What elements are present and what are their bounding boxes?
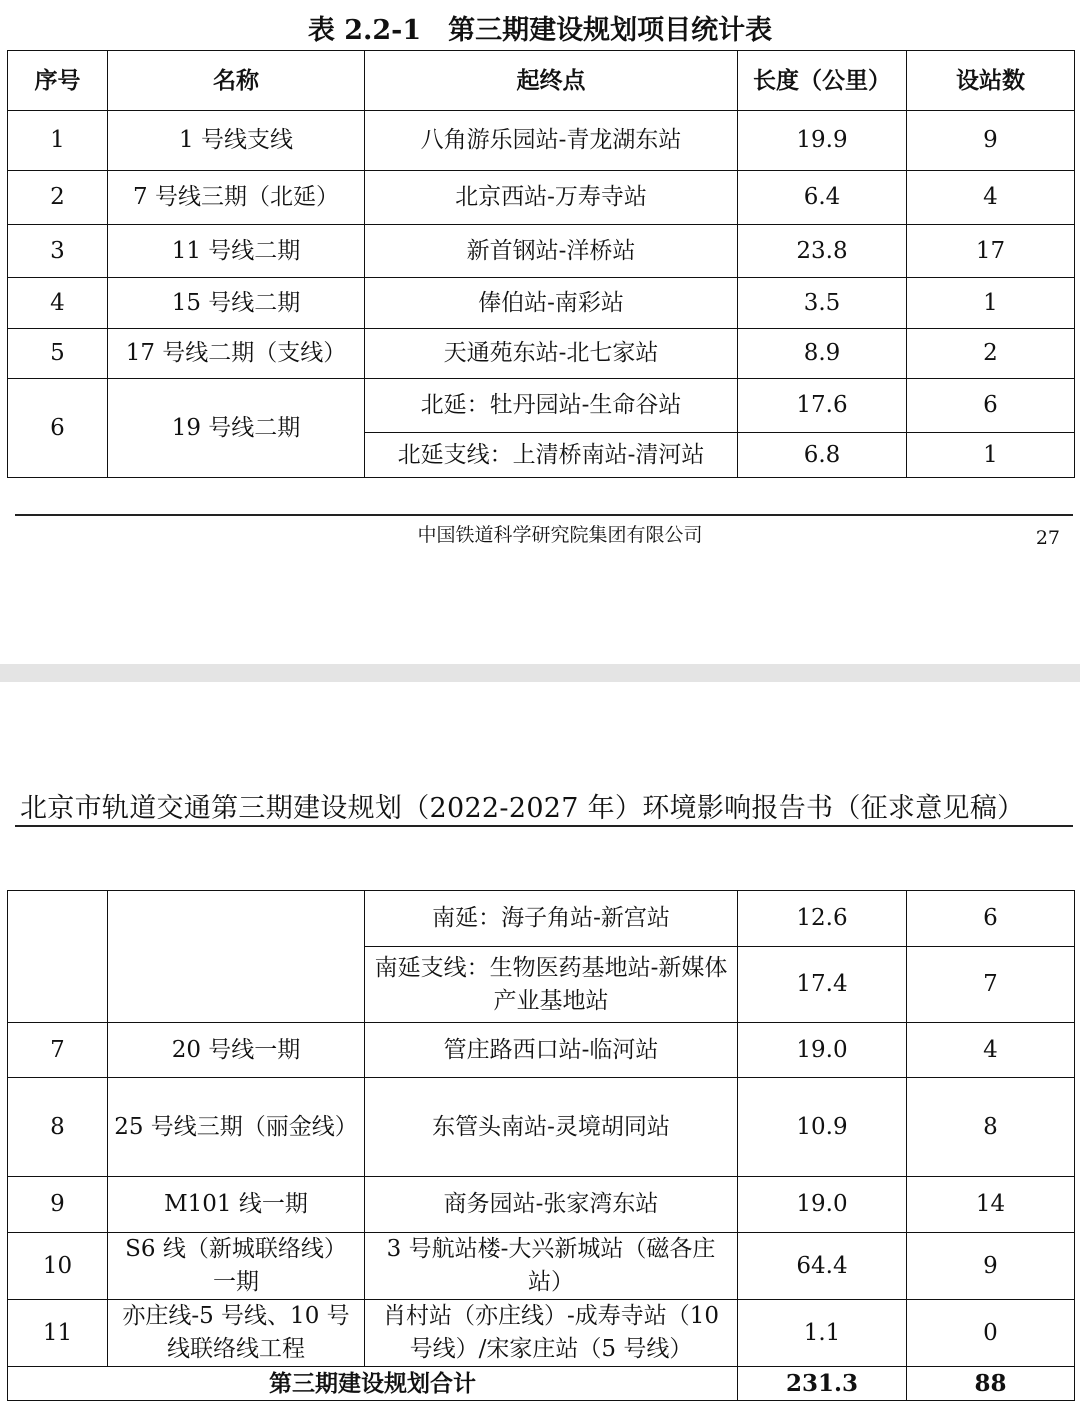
table-row [8,278,1075,329]
route: 东管头南站-灵境胡同站 [365,1078,738,1177]
line-name: 亦庄线-5 号线、10 号线联络线工程 [108,1300,365,1367]
station-count: 14 [907,1177,1075,1233]
station-count: 1 [907,433,1075,478]
line-name: M101 线一期 [108,1177,365,1233]
station-count: 0 [907,1300,1075,1367]
route: 新首钢站-洋桥站 [365,225,738,278]
line-name [108,891,365,1023]
line-name: 15 号线二期 [108,278,365,329]
route: 俸伯站-南彩站 [365,278,738,329]
line-name: 17 号线二期（支线） [108,329,365,379]
row-number: 2 [8,171,108,225]
column-header: 设站数 [907,51,1075,111]
station-count: 9 [907,111,1075,171]
table-row [8,1177,1075,1233]
station-count: 8 [907,1078,1075,1177]
row-number: 7 [8,1023,108,1078]
total-row [8,1367,1075,1401]
length-km: 12.6 [738,891,907,947]
length-km: 3.5 [738,278,907,329]
page-27 [0,0,1080,664]
route: 3 号航站楼-大兴新城站（磁各庄站） [365,1233,738,1300]
length-km: 6.8 [738,433,907,478]
document-header: 北京市轨道交通第三期建设规划（2022-2027 年）环境影响报告书（征求意见稿） [20,793,1025,824]
row-number: 1 [8,111,108,171]
length-km: 6.4 [738,171,907,225]
station-count: 9 [907,1233,1075,1300]
row-number: 5 [8,329,108,379]
table-row [8,1233,1075,1300]
length-km: 19.0 [738,1177,907,1233]
route: 南延：海子角站-新宫站 [365,891,738,947]
row-number: 10 [8,1233,108,1300]
page-separator [0,664,1080,682]
project-statistics-table-continued [7,890,1075,1401]
row-number: 8 [8,1078,108,1177]
route: 管庄路西口站-临河站 [365,1023,738,1078]
length-km: 64.4 [738,1233,907,1300]
total-stations: 88 [907,1367,1075,1401]
header-row [8,51,1075,111]
row-number: 6 [8,379,108,478]
length-km: 23.8 [738,225,907,278]
station-count: 17 [907,225,1075,278]
route: 天通苑东站-北七家站 [365,329,738,379]
total-label: 第三期建设规划合计 [8,1367,738,1401]
route: 北京西站-万寿寺站 [365,171,738,225]
footer-organization: 中国铁道科学研究院集团有限公司 [417,524,703,546]
station-count: 6 [907,891,1075,947]
column-header: 序号 [8,51,108,111]
table-row [8,891,1075,947]
line-name: 1 号线支线 [108,111,365,171]
table-row [8,111,1075,171]
length-km: 10.9 [738,1078,907,1177]
table-row [8,225,1075,278]
total-length: 231.3 [738,1367,907,1401]
line-name: 11 号线二期 [108,225,365,278]
row-number: 4 [8,278,108,329]
station-count: 2 [907,329,1075,379]
length-km: 19.0 [738,1023,907,1078]
length-km: 17.4 [738,947,907,1023]
table-row [8,1078,1075,1177]
route: 北延：牡丹园站-生命谷站 [365,379,738,433]
route: 八角游乐园站-青龙湖东站 [365,111,738,171]
length-km: 8.9 [738,329,907,379]
station-count: 4 [907,171,1075,225]
page-28 [0,682,1080,1418]
table-row [8,171,1075,225]
column-header: 长度（公里） [738,51,907,111]
route: 商务园站-张家湾东站 [365,1177,738,1233]
project-statistics-table [7,50,1075,478]
table-row [8,1300,1075,1367]
line-name: 20 号线一期 [108,1023,365,1078]
table-row [8,379,1075,433]
line-name: 7 号线三期（北延） [108,171,365,225]
column-header: 起终点 [365,51,738,111]
table-title: 表 2.2-1 第三期建设规划项目统计表 [307,15,773,46]
route: 北延支线：上清桥南站-清河站 [365,433,738,478]
row-number: 3 [8,225,108,278]
route: 南延支线：生物医药基地站-新媒体产业基地站 [365,947,738,1023]
line-name: 19 号线二期 [108,379,365,478]
header-divider [15,825,1073,827]
length-km: 1.1 [738,1300,907,1367]
table-row [8,1023,1075,1078]
footer-divider [15,514,1073,516]
row-number: 11 [8,1300,108,1367]
table-row [8,329,1075,379]
row-number: 9 [8,1177,108,1233]
column-header: 名称 [108,51,365,111]
line-name: 25 号线三期（丽金线） [108,1078,365,1177]
length-km: 19.9 [738,111,907,171]
station-count: 7 [907,947,1075,1023]
page-number: 27 [1035,527,1060,549]
length-km: 17.6 [738,379,907,433]
route: 肖村站（亦庄线）-成寿寺站（10 号线）/宋家庄站（5 号线） [365,1300,738,1367]
station-count: 6 [907,379,1075,433]
line-name: S6 线（新城联络线）一期 [108,1233,365,1300]
station-count: 1 [907,278,1075,329]
station-count: 4 [907,1023,1075,1078]
row-number [8,891,108,1023]
